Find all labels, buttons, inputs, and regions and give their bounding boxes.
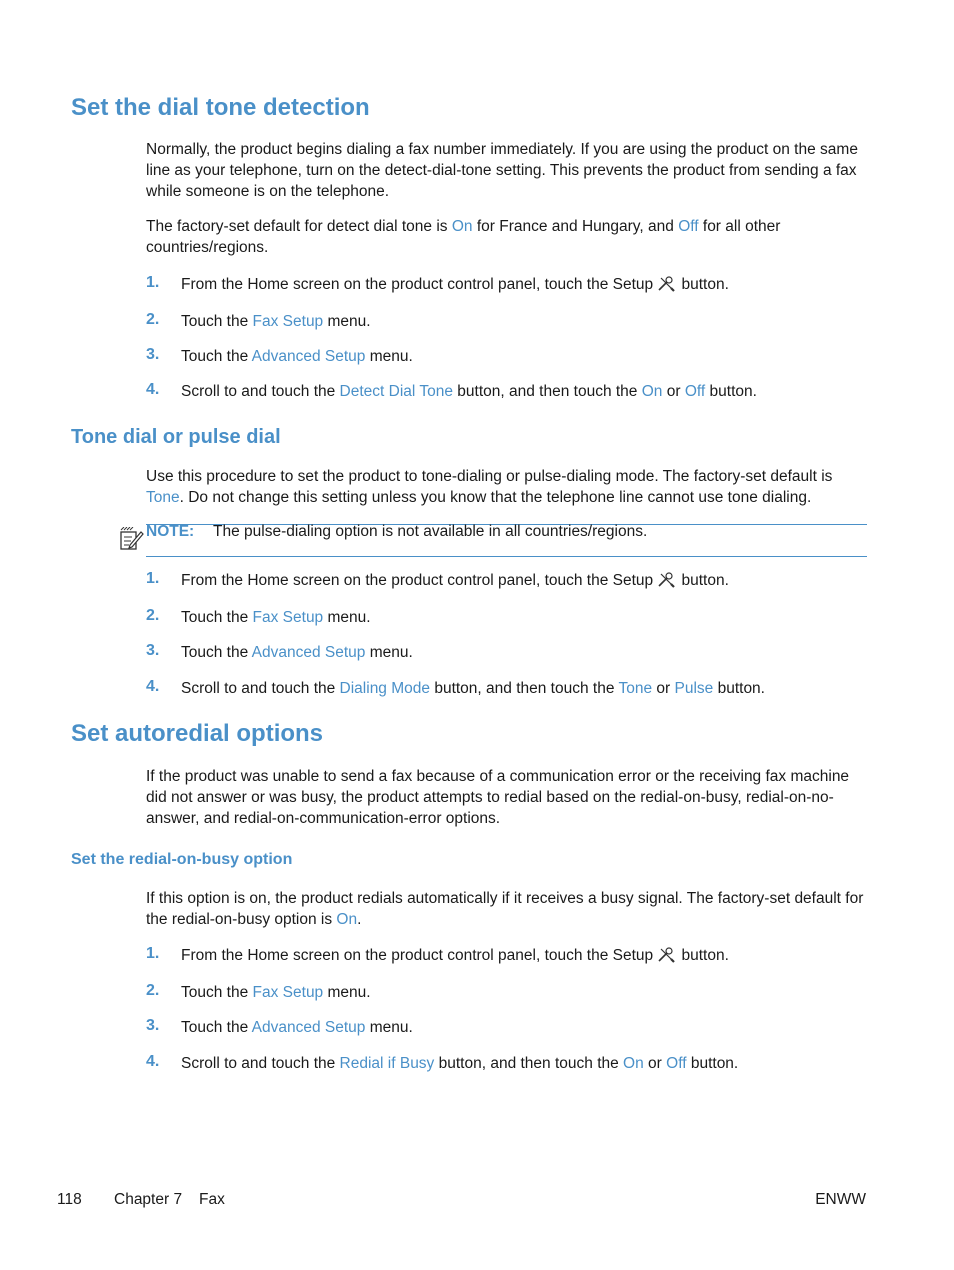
step-number: 2. bbox=[146, 982, 160, 999]
ui-term: On bbox=[451, 218, 473, 235]
footer-right-label: ENWW bbox=[815, 1191, 866, 1208]
ui-term: Advanced Setup bbox=[251, 348, 366, 365]
step-number: 1. bbox=[146, 274, 160, 291]
step-number: 1. bbox=[146, 570, 160, 587]
chapter-title: Fax bbox=[199, 1191, 225, 1208]
section-title-autoredial: Set autoredial options bbox=[71, 720, 324, 747]
ui-term: On bbox=[336, 911, 358, 928]
ui-term: Pulse bbox=[674, 680, 714, 697]
step-number: 3. bbox=[146, 642, 160, 659]
ui-term: Off bbox=[684, 383, 706, 400]
ui-term: Fax Setup bbox=[252, 609, 324, 626]
ui-term: Dialing Mode bbox=[339, 680, 431, 697]
section-title-tone-pulse: Tone dial or pulse dial bbox=[71, 426, 281, 448]
ui-term: Off bbox=[666, 1055, 687, 1072]
note-label: NOTE: bbox=[146, 523, 195, 540]
paragraph: If this option is on, the product redials automatically if it receives a busy signal. The factory-set default for the redial-on-busy option is On. bbox=[146, 890, 864, 928]
ui-term: Redial if Busy bbox=[339, 1055, 435, 1072]
ui-term: On bbox=[623, 1055, 644, 1072]
wrench-screwdriver-icon bbox=[657, 947, 675, 963]
paragraph: Normally, the product begins dialing a fax number immediately. If you are using the product on the same line as your telephone, turn on the detect-dial-tone setting. This prevents the product from sending a fax while someone is on the telephone. bbox=[146, 141, 858, 200]
step-number: 4. bbox=[146, 381, 160, 398]
step-number: 1. bbox=[146, 945, 160, 962]
ui-term: Detect Dial Tone bbox=[339, 383, 453, 400]
paragraph: The factory-set default for detect dial tone is On for France and Hungary, and Off for all other countries/regions. bbox=[146, 218, 781, 256]
ui-term: Advanced Setup bbox=[251, 1019, 366, 1036]
paragraph: If the product was unable to send a fax because of a communication error or the receiving fax machine did not answer or was busy, the product attempts to redial based on the redial-on-busy, redial-on-no-answer, and redial-on-communication-error options. bbox=[146, 768, 850, 827]
wrench-screwdriver-icon bbox=[657, 276, 675, 292]
step-number: 3. bbox=[146, 346, 160, 363]
paragraph: Use this procedure to set the product to tone-dialing or pulse-dialing mode. The factory-set default is Tone. Do not change this setting unless you know that the telephone line cannot use tone dialing. bbox=[146, 468, 833, 506]
ui-term: Fax Setup bbox=[252, 984, 324, 1001]
step-number: 2. bbox=[146, 607, 160, 624]
ui-term: Fax Setup bbox=[252, 313, 324, 330]
step-number: 4. bbox=[146, 1053, 160, 1070]
ui-term: Tone bbox=[146, 489, 180, 506]
ui-term: Tone bbox=[618, 680, 653, 697]
note-pencil-icon bbox=[118, 527, 144, 551]
step-number: 3. bbox=[146, 1017, 160, 1034]
step-number: 4. bbox=[146, 678, 160, 695]
step-number: 2. bbox=[146, 311, 160, 328]
subsection-title-redial-on-busy: Set the redial-on-busy option bbox=[71, 851, 293, 868]
ui-term: Off bbox=[678, 218, 699, 235]
ui-term: Advanced Setup bbox=[251, 644, 366, 661]
chapter-label: Chapter 7 bbox=[114, 1191, 183, 1208]
page-number: 118 bbox=[57, 1191, 82, 1208]
section-title-dial-tone-detection: Set the dial tone detection bbox=[71, 94, 370, 121]
wrench-screwdriver-icon bbox=[657, 572, 675, 588]
ui-term: On bbox=[641, 383, 663, 400]
note-bottom-rule bbox=[146, 556, 867, 557]
note-text: The pulse-dialing option is not available in all countries/regions. bbox=[213, 523, 648, 540]
